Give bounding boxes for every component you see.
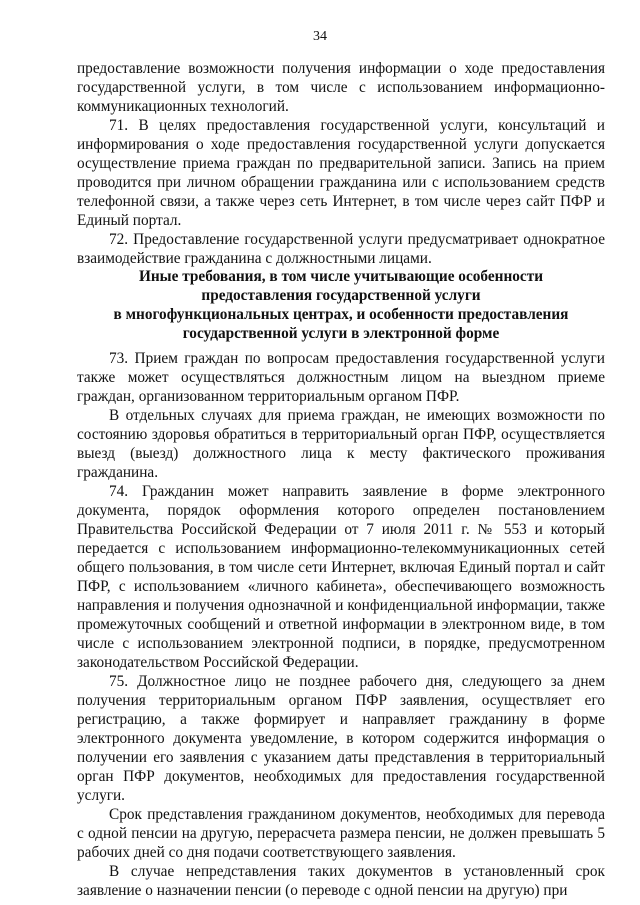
paragraph-continuation: предоставление возможности получения информации о ходе предоставления государственной услуги, в том числе с использованием информационно-коммуникационных технологий. [77,60,605,115]
paragraph-72: 72. Предоставление государственной услуги предусматривает однократное взаимодействие гражданина с должностными лицами. [77,231,605,267]
page-number: 34 [313,29,327,44]
paragraph-75: 75. Должностное лицо не позднее рабочего дня, следующего за днем получения территориальным органом ПФР заявления, осуществляет его регистрацию, а также формирует и направляет гражданину в форме электронного документа уведомление, в котором содержится информация о получении его заявления с указанием даты представления в территориальный орган ПФР документов, необходимых для предоставления государственной услуги. [77,673,605,804]
paragraph-74: 74. Гражданин может направить заявление в форме электронного документа, порядок оформления которого определен постановлением Правительства Российской Федерации от 7 июля 2011 г. № 553 и который передается с использованием информационно-телекоммуникационных сетей общего пользования, в том числе сети Интернет, включая Единый портал и сайт ПФР, с использованием «личного кабинета», обеспечивающего возможность направления и получения однозначной и конфиденциальной информации, также промежуточных сообщений и ответной информации в электронном виде, в том числе с использованием электронной подписи, в порядке, предусмотренном законодательством Российской Федерации. [77,483,605,671]
text-block-top [77,59,605,268]
paragraph-75-deadline: Срок представления гражданином документов, необходимых для перевода с одной пенсии на другую, перерасчета размера пенсии, не должен превышать 5 рабочих дней со дня подачи соответствующего заявления. [77,806,605,861]
heading-line: предоставления государственной услуги [201,287,481,304]
paragraph-71: 71. В целях предоставления государственной услуги, консультаций и информирования о ходе предоставления государственной услуги допускается осуществление приема граждан по предварительной записи. Запись на прием проводится при личном обращении гражданина или с использованием средств телефонной связи, а также через сеть Интернет, в том числе через сайт ПФР и Единый портал. [77,117,605,229]
text-block-bottom [77,349,605,900]
heading-line: государственной услуги в электронной форме [182,325,500,342]
section-heading [77,267,605,343]
paragraph-73: 73. Прием граждан по вопросам предоставления государственной услуги также может осуществляться должностным лицом на выездном приеме граждан, организованном территориальным органом ПФР. [77,350,605,405]
paragraph-73-home-visit: В отдельных случаях для приема граждан, не имеющих возможности по состоянию здоровья обратиться в территориальный орган ПФР, осуществляется выезд (выезд) должностного лица к месту фактического проживания гражданина. [77,407,605,481]
heading-line: Иные требования, в том числе учитывающие особенности [138,268,544,285]
paragraph-75-nonsubmission: В случае непредставления таких документов в установленный срок заявление о назначении пенсии (о переводе с одной пенсии на другую) при [77,863,605,899]
heading-line: в многофункциональных центрах, и особенности предоставления [113,306,569,323]
